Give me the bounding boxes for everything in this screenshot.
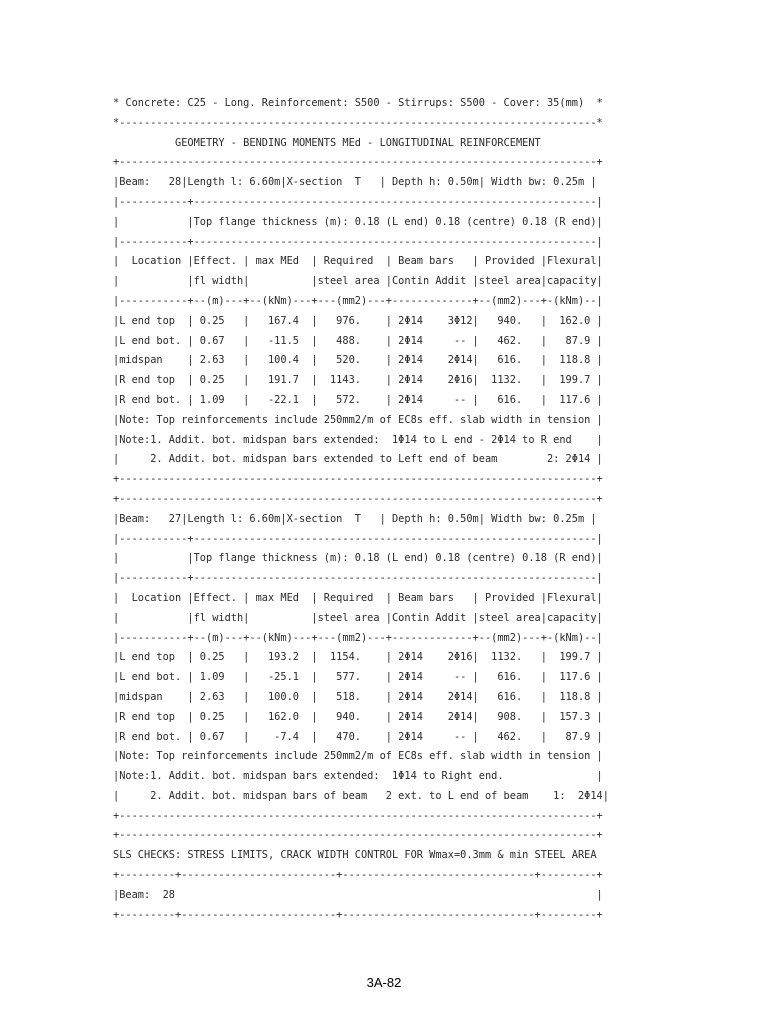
table-row: |R end bot. | 1.09 | -22.1 | 572. | 2Φ14 -- | 616. | 117.6 | (113, 393, 603, 406)
table-row: |L end top | 0.25 | 193.2 | 1154. | 2Φ14 2Φ16| 1132. | 199.7 | (113, 651, 603, 664)
report-line: | |Top flange thickness (m): 0.18 (L end) 0.18 (centre) 0.18 (R end)| (113, 552, 603, 565)
table-border-line: +-----------------------------------------------------------------------------+ (113, 156, 603, 169)
report-line: | |Top flange thickness (m): 0.18 (L end) 0.18 (centre) 0.18 (R end)| (113, 215, 603, 228)
table-header-row: | Location |Effect. | max MEd | Required | Beam bars | Provided |Flexural| (113, 255, 603, 268)
note-line: |Note: Top reinforcements include 250mm2/m of EC8s eff. slab width in tension | (113, 413, 603, 426)
table-border-line: +-----------------------------------------------------------------------------+ (113, 492, 603, 505)
table-row: |L end bot. | 1.09 | -25.1 | 577. | 2Φ14 -- | 616. | 117.6 | (113, 671, 603, 684)
table-row: |L end bot. | 0.67 | -11.5 | 488. | 2Φ14 -- | 462. | 87.9 | (113, 334, 603, 347)
table-border-line: +-----------------------------------------------------------------------------+ (113, 829, 603, 842)
table-border-line: |-----------+--(m)---+--(kNm)---+---(mm2)---+-------------+--(mm2)---+-(kNm)--| (113, 631, 603, 644)
table-border-line: +---------+-------------------------+-------------------------------+---------+ (113, 908, 603, 921)
table-border-line: |-----------+-----------------------------------------------------------------| (113, 532, 603, 545)
table-row: |R end bot. | 0.67 | -7.4 | 470. | 2Φ14 -- | 462. | 87.9 | (113, 730, 603, 743)
table-border-line: +-----------------------------------------------------------------------------+ (113, 473, 603, 486)
beam-header-row: |Beam: 28 | (113, 888, 603, 901)
section-title: SLS CHECKS: STRESS LIMITS, CRACK WIDTH CONTROL FOR Wmax=0.3mm & min STEEL AREA (113, 849, 597, 862)
page-number: 3A-82 (366, 975, 402, 990)
beam-header-row: |Beam: 27|Length l: 6.60m|X-section T | Depth h: 0.50m| Width bw: 0.25m | (113, 512, 597, 525)
note-line: |Note:1. Addit. bot. midspan bars extended: 1Φ14 to Right end. | (113, 770, 603, 783)
table-row: |L end top | 0.25 | 167.4 | 976. | 2Φ14 3Φ12| 940. | 162.0 | (113, 314, 603, 327)
table-row: |R end top | 0.25 | 162.0 | 940. | 2Φ14 2Φ14| 908. | 157.3 | (113, 710, 603, 723)
note-line: |Note:1. Addit. bot. midspan bars extended: 1Φ14 to L end - 2Φ14 to R end | (113, 433, 603, 446)
note-line: |Note: Top reinforcements include 250mm2/m of EC8s eff. slab width in tension | (113, 750, 603, 763)
materials-line: * Concrete: C25 - Long. Reinforcement: S500 - Stirrups: S500 - Cover: 35(mm) * (113, 97, 603, 109)
note-line: | 2. Addit. bot. midspan bars of beam 2 ext. to L end of beam 1: 2Φ14| (113, 789, 609, 802)
report-printout (113, 94, 673, 925)
table-border-line: +-----------------------------------------------------------------------------+ (113, 809, 603, 822)
section-title: GEOMETRY - BENDING MOMENTS MEd - LONGITUDINAL REINFORCEMENT (113, 136, 541, 149)
table-border-line: |-----------+-----------------------------------------------------------------| (113, 195, 603, 208)
table-header-row: | |fl width| |steel area |Contin Addit |steel area|capacity| (113, 611, 603, 624)
table-row: |midspan | 2.63 | 100.0 | 518. | 2Φ14 2Φ14| 616. | 118.8 | (113, 690, 603, 703)
table-border-line: |-----------+-----------------------------------------------------------------| (113, 235, 603, 248)
table-header-row: | Location |Effect. | max MEd | Required | Beam bars | Provided |Flexural| (113, 591, 603, 604)
table-border-line: |-----------+--(m)---+--(kNm)---+---(mm2)---+-------------+--(mm2)---+-(kNm)--| (113, 294, 603, 307)
table-header-row: | |fl width| |steel area |Contin Addit |steel area|capacity| (113, 275, 603, 288)
beam-header-row: |Beam: 28|Length l: 6.60m|X-section T | Depth h: 0.50m| Width bw: 0.25m | (113, 176, 597, 189)
note-line: | 2. Addit. bot. midspan bars extended to Left end of beam 2: 2Φ14 | (113, 453, 603, 466)
table-border-line: |-----------+-----------------------------------------------------------------| (113, 572, 603, 585)
table-border-line: *-----------------------------------------------------------------------------* (113, 116, 603, 129)
table-border-line: +---------+-------------------------+-------------------------------+---------+ (113, 869, 603, 882)
table-row: |R end top | 0.25 | 191.7 | 1143. | 2Φ14 2Φ16| 1132. | 199.7 | (113, 374, 603, 387)
table-row: |midspan | 2.63 | 100.4 | 520. | 2Φ14 2Φ14| 616. | 118.8 | (113, 354, 603, 367)
